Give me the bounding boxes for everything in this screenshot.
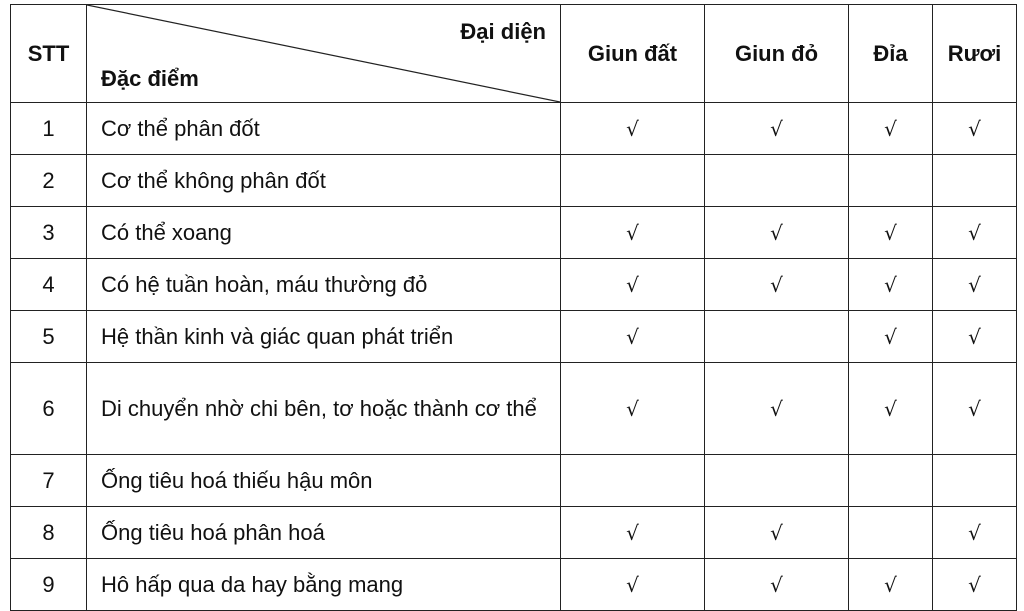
check-mark-cell: √	[933, 311, 1017, 363]
comparison-table	[10, 4, 1017, 611]
check-mark-cell: √	[705, 207, 849, 259]
header-representative: Đại diện	[460, 19, 546, 44]
table-row	[11, 311, 1017, 363]
table-row	[11, 507, 1017, 559]
row-stt: 3	[11, 207, 87, 259]
check-mark-cell: √	[849, 259, 933, 311]
check-mark-cell: √	[849, 311, 933, 363]
check-mark-cell: √	[933, 363, 1017, 455]
header-col-giun-do: Giun đỏ	[705, 5, 849, 103]
row-feature: Hô hấp qua da hay bằng mang	[87, 559, 561, 611]
check-mark-cell	[561, 155, 705, 207]
table-body	[11, 103, 1017, 611]
check-mark-cell: √	[561, 259, 705, 311]
check-mark-cell	[933, 155, 1017, 207]
check-mark-cell: √	[849, 559, 933, 611]
table-row	[11, 207, 1017, 259]
check-mark-cell: √	[705, 259, 849, 311]
check-mark-cell	[933, 455, 1017, 507]
row-feature: Ống tiêu hoá phân hoá	[87, 507, 561, 559]
check-mark-cell: √	[849, 103, 933, 155]
check-mark-cell: √	[933, 207, 1017, 259]
table-row	[11, 259, 1017, 311]
check-mark-cell: √	[933, 507, 1017, 559]
row-feature: Cơ thể phân đốt	[87, 103, 561, 155]
header-col-dia: Đỉa	[849, 5, 933, 103]
check-mark-cell: √	[849, 207, 933, 259]
table-row	[11, 363, 1017, 455]
check-mark-cell	[705, 155, 849, 207]
row-stt: 4	[11, 259, 87, 311]
check-mark-cell: √	[561, 363, 705, 455]
check-mark-cell	[705, 311, 849, 363]
check-mark-cell: √	[933, 103, 1017, 155]
row-stt: 2	[11, 155, 87, 207]
header-row	[11, 5, 1017, 103]
row-feature: Hệ thần kinh và giác quan phát triển	[87, 311, 561, 363]
comparison-table-wrapper	[10, 4, 1016, 611]
check-mark-cell: √	[561, 559, 705, 611]
row-stt: 8	[11, 507, 87, 559]
table-row	[11, 559, 1017, 611]
row-stt: 1	[11, 103, 87, 155]
check-mark-cell: √	[561, 507, 705, 559]
check-mark-cell	[849, 455, 933, 507]
check-mark-cell	[561, 455, 705, 507]
table-row	[11, 103, 1017, 155]
header-col-ruoi: Rươi	[933, 5, 1017, 103]
check-mark-cell: √	[705, 507, 849, 559]
check-mark-cell: √	[933, 559, 1017, 611]
header-col-giun-dat: Giun đất	[561, 5, 705, 103]
check-mark-cell: √	[705, 363, 849, 455]
check-mark-cell	[705, 455, 849, 507]
check-mark-cell: √	[561, 207, 705, 259]
row-feature: Ống tiêu hoá thiếu hậu môn	[87, 455, 561, 507]
row-stt: 5	[11, 311, 87, 363]
row-feature: Cơ thể không phân đốt	[87, 155, 561, 207]
check-mark-cell	[849, 507, 933, 559]
check-mark-cell: √	[561, 103, 705, 155]
table-row	[11, 155, 1017, 207]
header-feature: Đặc điểm	[101, 66, 199, 91]
table-row	[11, 455, 1017, 507]
row-feature: Di chuyển nhờ chi bên, tơ hoặc thành cơ thể	[87, 363, 561, 455]
check-mark-cell: √	[705, 103, 849, 155]
row-feature: Có hệ tuần hoàn, máu thường đỏ	[87, 259, 561, 311]
row-stt: 9	[11, 559, 87, 611]
check-mark-cell	[849, 155, 933, 207]
row-stt: 7	[11, 455, 87, 507]
row-stt: 6	[11, 363, 87, 455]
check-mark-cell: √	[705, 559, 849, 611]
row-feature: Có thể xoang	[87, 207, 561, 259]
check-mark-cell: √	[849, 363, 933, 455]
check-mark-cell: √	[561, 311, 705, 363]
check-mark-cell: √	[933, 259, 1017, 311]
header-stt: STT	[11, 5, 87, 103]
header-diagonal-cell	[87, 5, 561, 103]
